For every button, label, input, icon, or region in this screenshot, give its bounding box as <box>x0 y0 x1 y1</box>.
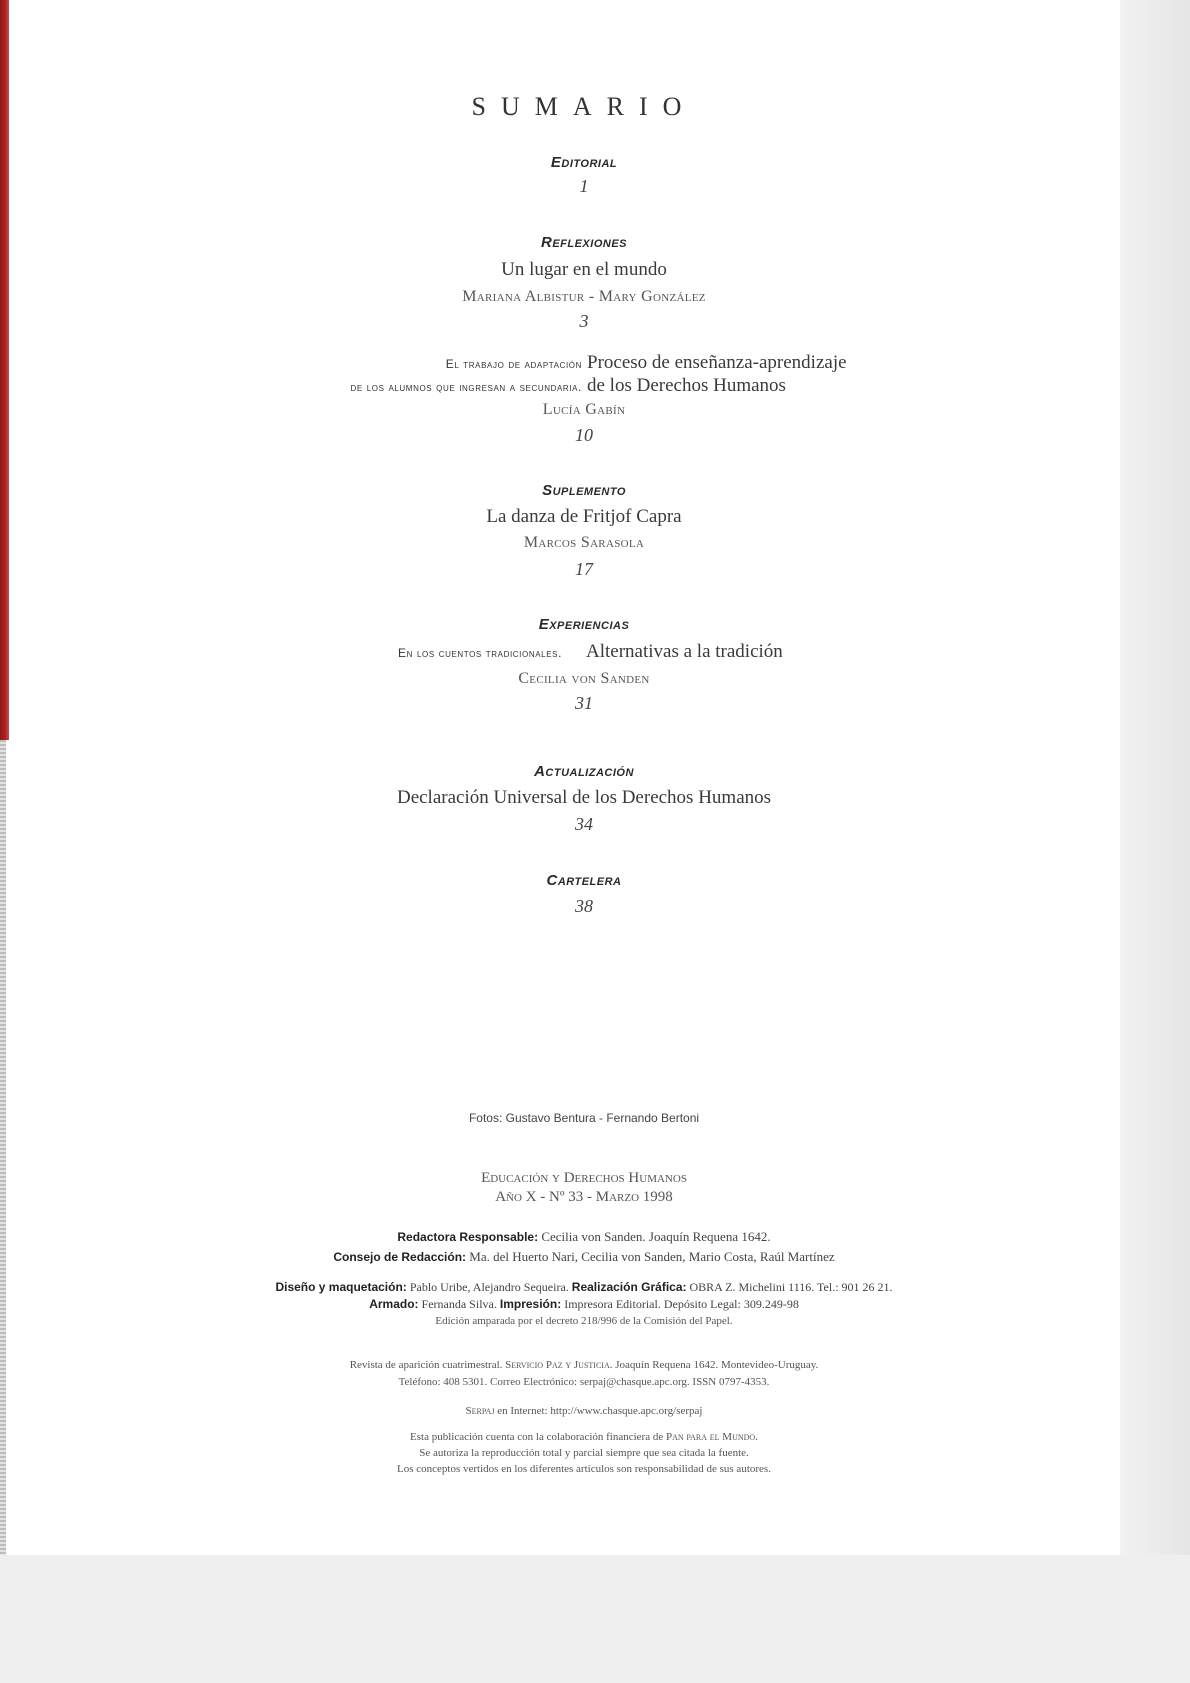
section-actualizacion-label: Actualización <box>534 763 634 780</box>
impresion-label: Impresión: <box>499 1297 562 1311</box>
section-experiencias-label: Experiencias <box>538 616 630 633</box>
revista-line1 <box>9 1359 1159 1371</box>
article-page: 17 <box>575 559 593 579</box>
page-bottom-edge <box>0 1555 1190 1683</box>
armado-label: Armado: <box>369 1297 419 1311</box>
impresion-value: Impresora Editorial. Depósito Legal: 309.249-98 <box>564 1297 799 1311</box>
article-page: 3 <box>579 311 589 331</box>
diseno-label: Diseño y maquetación: <box>275 1280 407 1294</box>
publication-name: Educación y Derechos Humanos <box>481 1170 687 1186</box>
colaboracion-b: Pan para el Mundo. <box>665 1431 758 1443</box>
article-kicker: En los cuentos tradicionales. <box>398 646 562 660</box>
article-authors: Mariana Albistur - Mary González <box>462 288 706 305</box>
revista-line1-a: Revista de aparición cuatrimestral. <box>349 1359 503 1371</box>
realizacion-label: Realización Gráfica: <box>571 1280 687 1294</box>
binding-edge-gray <box>0 740 6 1560</box>
diseno-value: Pablo Uribe, Alejandro Sequeira. <box>409 1280 569 1294</box>
colaboracion-a: Esta publicación cuenta con la colaboración financiera de <box>410 1431 664 1443</box>
article-title-line1: Proceso de enseñanza-aprendizaje <box>587 352 847 373</box>
section-editorial-page: 1 <box>579 176 589 196</box>
section-suplemento-label: Suplemento <box>542 482 626 499</box>
article-title: Declaración Universal de los Derechos Humanos <box>396 787 772 808</box>
revista-line1-b: Servicio Paz y Justicia. <box>505 1359 613 1371</box>
issue-info: Año X - Nº 33 - Marzo 1998 <box>495 1189 673 1205</box>
revista-line2: Teléfono: 408 5301. Correo Electrónico: serpaj@chasque.apc.org. ISSN 0797-4353. <box>398 1376 770 1388</box>
consejo-label: Consejo de Redacción: <box>333 1250 467 1264</box>
internet-line <box>9 1405 1159 1417</box>
photo-credits: Fotos: Gustavo Bentura - Fernando Bertoni <box>468 1111 700 1125</box>
article-page: 31 <box>575 693 593 713</box>
document-page <box>9 0 1119 1555</box>
article-author: Lucía Gabín <box>542 401 626 418</box>
section-editorial-label: Editorial <box>550 154 618 171</box>
realizacion-value: OBRA Z. Michelini 1116. Tel.: 901 26 21. <box>689 1280 893 1294</box>
consejo-value: Ma. del Huerto Nari, Cecilia von Sanden, Mario Costa, Raúl Martínez <box>469 1249 835 1264</box>
article-author: Cecilia von Sanden <box>518 670 650 687</box>
article-page: 10 <box>575 425 593 445</box>
article-author: Marcos Sarasola <box>523 534 645 551</box>
internet-a: Serpaj <box>465 1405 495 1417</box>
article-title-line2: de los Derechos Humanos <box>587 375 786 396</box>
diseno-line <box>9 1280 1159 1295</box>
conceptos-line: Los conceptos vertidos en los diferentes artículos son responsabilidad de sus autores. <box>397 1463 771 1475</box>
article-title: La danza de Fritjof Capra <box>486 506 682 527</box>
colaboracion-line <box>9 1431 1159 1443</box>
consejo-line <box>9 1249 1159 1265</box>
revista-line1-c: Joaquín Requena 1642. Montevideo-Uruguay. <box>615 1359 819 1371</box>
internet-b: en Internet: http://www.chasque.apc.org/serpaj <box>497 1405 703 1417</box>
armado-line <box>9 1297 1159 1312</box>
article-kicker-line1: El trabajo de adaptación <box>445 357 582 371</box>
article-page: 34 <box>575 814 593 834</box>
article-title: Un lugar en el mundo <box>501 259 667 280</box>
section-cartelera-label: Cartelera <box>546 872 622 889</box>
reproduccion-line: Se autoriza la reproducción total y parcial siempre que sea citada la fuente. <box>419 1447 749 1459</box>
edicion-note: Edición amparada por el decreto 218/996 de la Comisión del Papel. <box>435 1315 733 1327</box>
article-kicker-line2: de los alumnos que ingresan a secundaria. <box>350 380 582 394</box>
article-title: Alternativas a la tradición <box>586 641 783 662</box>
redactora-label: Redactora Responsable: <box>397 1230 539 1244</box>
redactora-value: Cecilia von Sanden. Joaquín Requena 1642. <box>541 1229 771 1244</box>
redactora-line <box>9 1229 1159 1245</box>
binding-edge-red <box>0 0 9 740</box>
armado-value: Fernanda Silva. <box>421 1297 497 1311</box>
section-reflexiones-label: Reflexiones <box>540 234 627 251</box>
page-title: SUMARIO <box>471 92 697 121</box>
section-cartelera-page: 38 <box>575 896 593 916</box>
